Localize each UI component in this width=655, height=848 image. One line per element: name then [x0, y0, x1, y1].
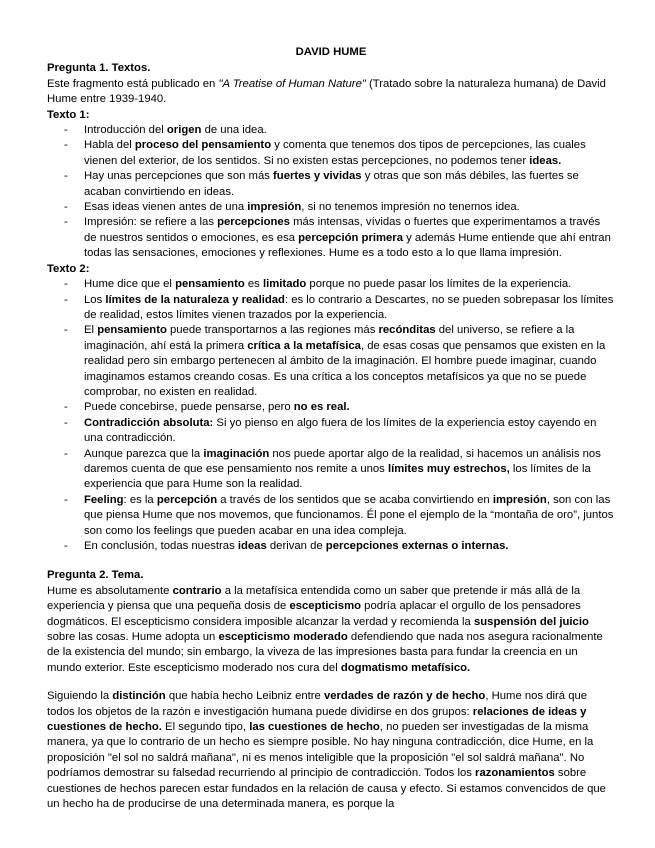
intro-text: (Tratado sobre la naturaleza humana) de David Hume entre 1939-1940. — [47, 77, 606, 106]
text-run: En conclusión, todas nuestras — [84, 540, 238, 552]
document-body — [47, 45, 615, 813]
text-run: : es la — [123, 493, 157, 506]
book-title: "A Treatise of Human Nature" — [218, 77, 366, 90]
bold-text: dogmatismo metafísico. — [340, 661, 471, 674]
bold-text: percepción — [156, 493, 218, 506]
text-run: sobre las cosas. Hume adopta un — [47, 631, 219, 644]
texto-1-list — [47, 123, 615, 262]
text-run: Puede concebirse, puede pensarse, pero — [84, 401, 294, 414]
text-run: Habla del — [84, 139, 135, 152]
spacer — [47, 554, 615, 568]
question-2-heading: Pregunta 2. Tema. — [47, 569, 144, 582]
list-item — [84, 123, 615, 138]
text-run: más intensas, vívidas o fuertes que experimentamos a través de nuestros sentidos o emociones, es esa — [84, 216, 601, 244]
list-item — [84, 447, 615, 493]
bold-text: Feeling — [84, 493, 124, 506]
text-run: a la metafísica entendida como un saber que pretende ir más allá de la experiencia y piensa que una pequeña dosis de — [47, 584, 581, 613]
text-run: es — [244, 278, 263, 291]
bold-text: límites de la naturaleza y realidad — [105, 293, 285, 306]
document-title: DAVID HUME — [295, 46, 367, 58]
text-run: Hume dice que el — [84, 278, 176, 291]
list-item — [84, 493, 615, 539]
text-run: sobre cuestiones de hechos parecen estar fundados en la relación de causa y efecto. Si estamos convencidos de que un hecho ha de producirse de una determinada manera, es porque la — [47, 767, 606, 811]
text-run: Si yo pienso en algo fuera de los límites de la experiencia estoy cayendo en una contradicción. — [84, 416, 597, 445]
text-run: del universo, se refiere a la imaginación, ahí está la primera — [84, 324, 575, 352]
bold-text: pensamiento — [97, 324, 167, 337]
bold-text: suspensión del juicio — [473, 615, 589, 628]
bold-text: Contradicción absoluta: — [84, 416, 214, 429]
text-run: a través de los sentidos que se acaba convirtiendo en — [217, 493, 493, 506]
question-2-paragraph-2 — [47, 689, 615, 812]
text-run: , de esas cosas que pensamos que existen en la realidad pero sin embargo pertenecen al ámbito de la imaginación. El hombre puede imaginar, cuando imaginamos estamos creando cosas. Es una crítica a los conceptos metafísicos ya que no se puede comprobar, no existen en realidad. — [84, 339, 606, 398]
texto-2-list — [47, 277, 615, 554]
list-item — [84, 169, 615, 200]
bold-text: las cuestiones de hecho — [249, 721, 380, 734]
bold-text: escepticismo — [289, 600, 362, 613]
bold-text: distinción — [112, 690, 166, 703]
question-2-paragraph-1 — [47, 584, 615, 676]
list-item — [84, 200, 615, 215]
bold-text: recónditas — [378, 324, 436, 337]
bold-text: percepciones — [217, 216, 290, 229]
text-run: porque no puede pasar los límites de la experiencia. — [306, 278, 572, 291]
bold-text: contrario — [172, 584, 222, 597]
list-item — [84, 293, 615, 324]
bold-text: limitado — [262, 278, 307, 291]
text-run: y otras que son más débiles, las fuertes se acaban convirtiendo en ideas. — [84, 170, 579, 198]
text-run: podría aplacar el orgullo de los pensadores dogmáticos. El escepticismo considera imposible alcanzar la verdad y recomienda la — [47, 600, 581, 628]
bold-text: fuertes y vividas — [273, 170, 362, 183]
text-run: : es lo contrario a Descartes, no se pueden sobrepasar los límites de realidad, estos límites vienen trazados por la experiencia. — [84, 293, 614, 321]
text-run: y además Hume entiende que ahí entran todas las sensaciones, emociones y reflexiones. Hume es a todo esto a lo que llama impresión. — [84, 231, 611, 260]
question-1-heading: Pregunta 1. Textos. — [47, 62, 151, 75]
text-run: puede transportarnos a las regiones más — [166, 324, 379, 337]
list-item — [84, 323, 615, 400]
text-run: defendiendo que nada nos asegura racionalmente de la existencia del mundo; sin embargo, la viveza de las impresiones basta para fundar la creencia en un mundo exterior. Este escepticismo moderado nos cura del — [47, 631, 603, 674]
text-run: , son con las que piensa Hume que nos movemos, que funcionamos. Él pone el ejemplo de la “montaña de oro”, juntos son como los feelings que pueden acabar en una idea compleja. — [84, 493, 614, 537]
intro-text: Este fragmento está publicado en — [47, 77, 219, 90]
text-run: , Hume nos dirá que todos los objetos de la razón e investigación humana puede dividirse en dos grupos: — [47, 690, 588, 718]
bold-text: impresión — [247, 201, 302, 214]
texto-1-heading: Texto 1: — [47, 108, 90, 121]
text-run: nos puede aportar algo de la realidad, si hacemos un análisis nos daremos cuenta de que ese pensamiento nos remite a unos — [84, 447, 601, 475]
text-run: , no pueden ser investigadas de la misma manera, ya que lo contrario de un hecho es siempre posible. No hay ninguna contradicción, dice Hume, en la proposición "el sol no saldrá mañana", ni es menos inteligible que la proposición "el sol saldrá mañana". No podríamos demostrar su falsedad recurriendo al principio de contradicción. Todos los — [47, 721, 594, 780]
text-run: Introducción del — [84, 124, 167, 137]
text-run: Aunque parezca que la — [84, 447, 204, 460]
texto-2-heading: Texto 2: — [47, 262, 90, 275]
bold-text: impresión — [492, 493, 547, 506]
bold-text: origen — [166, 124, 202, 137]
text-run: Esas ideas vienen antes de una — [84, 201, 248, 214]
bold-text: percepción primera — [298, 231, 403, 244]
bold-text: verdades de razón y de hecho — [323, 690, 486, 703]
list-item — [84, 215, 615, 261]
list-item — [84, 277, 615, 292]
list-item — [84, 138, 615, 169]
text-run: Los — [84, 293, 106, 306]
text-run: El segundo tipo, — [161, 721, 250, 734]
list-item — [84, 416, 615, 447]
bold-text: razonamientos — [475, 767, 555, 780]
bold-text: no es real. — [293, 401, 350, 414]
question-1-intro — [47, 77, 615, 108]
text-run: que había hecho Leibniz entre — [165, 690, 324, 703]
text-run: Hay unas percepciones que son más — [84, 170, 274, 183]
text-run: , si no tenemos impresión no tenemos idea. — [301, 201, 520, 214]
text-run: Hume es absolutamente — [47, 584, 173, 597]
bold-text: pensamiento — [175, 278, 245, 291]
text-run: y comenta que tenemos dos tipos de percepciones, las cuales vienen del exterior, de los sentidos. Si no existen estas percepciones, no podemos tener — [84, 139, 586, 167]
bold-text: escepticismo moderado — [218, 631, 348, 644]
bold-text: percepciones externas o internas. — [325, 540, 509, 552]
list-item — [84, 539, 615, 554]
bold-text: crítica a la metafísica — [247, 339, 361, 352]
bold-text: imaginación — [203, 447, 270, 460]
text-run: derivan de — [266, 540, 326, 552]
bold-text: límites muy estrechos, — [387, 462, 510, 475]
bold-text: proceso del pensamiento — [134, 139, 272, 152]
list-item — [84, 400, 615, 415]
bold-text: relaciones de ideas y cuestiones de hecho. — [47, 705, 587, 734]
text-run: Siguiendo la — [47, 690, 113, 703]
bold-text: ideas — [237, 540, 267, 552]
bold-text: ideas. — [529, 154, 562, 167]
text-run: Impresión: se refiere a las — [84, 216, 218, 229]
text-run: El — [84, 324, 98, 337]
spacer — [47, 676, 615, 689]
text-run: de una idea. — [201, 124, 267, 137]
text-run: los límites de la experiencia que para Hume son la realidad. — [84, 462, 591, 491]
